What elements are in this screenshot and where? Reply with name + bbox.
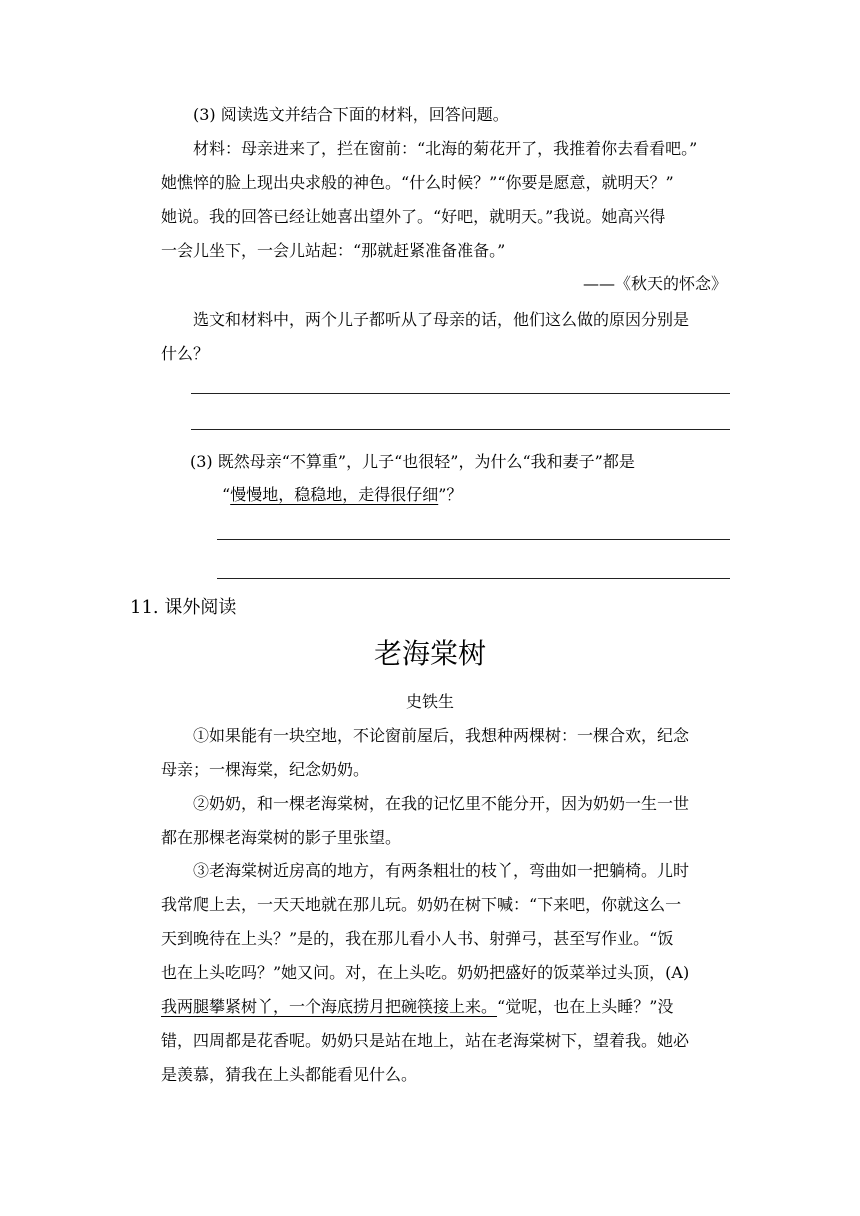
question-3-line-1: 选文和材料中，两个儿子都听从了母亲的话，他们这么做的原因分别是 — [193, 310, 690, 329]
paragraph-3-line-1: ③老海棠树近房高的地方，有两条粗壮的枝丫，弯曲如一把躺椅。儿时 — [193, 861, 690, 880]
material-line-2: 她憔悴的脸上现出央求般的神色。“什么时候？”“你要是愿意，就明天？” — [161, 173, 674, 192]
paragraph-3-line-7: 是羡慕，猜我在上头都能看见什么。 — [161, 1065, 418, 1084]
answer-line[interactable] — [217, 578, 730, 579]
paragraph-3-line-2: 我常爬上去，一天天地就在那儿玩。奶奶在树下喊：“下来吧，你就这么一 — [161, 895, 682, 914]
article-author: 史铁生 — [405, 692, 454, 711]
paragraph-3-line-3: 天到晚待在上头？”是的，我在那儿看小人书、射弹弓，甚至写作业。“饭 — [161, 929, 674, 948]
paragraph-1-line-2: 母亲；一棵海棠，纪念奶奶。 — [161, 760, 370, 779]
answer-line[interactable] — [191, 393, 730, 394]
paragraph-3-line-5 — [161, 996, 673, 1018]
underlined-sentence-a: 我两腿攀紧树丫，一个海底捞月把碗筷接上来。 — [161, 997, 498, 1016]
paragraph-3-line-5-tail: “觉呢，也在上头睡？”没 — [497, 997, 674, 1016]
quote-close: ”？ — [438, 485, 463, 504]
material-source: ——《秋天的怀念》 — [582, 274, 727, 293]
question-3b-line-2 — [222, 484, 462, 506]
paragraph-1-line-1: ①如果能有一块空地，不论窗前屋后，我想种两棵树：一棵合欢，纪念 — [193, 726, 690, 745]
material-line-4: 一会儿坐下，一会儿站起：“那就赶紧准备准备。” — [161, 241, 506, 260]
question-3b-line-1: (3) 既然母亲“不算重”，儿子“也很轻”，为什么“我和妻子”都是 — [190, 452, 635, 471]
paragraph-3-line-4: 也在上头吃吗？”她又问。对，在上头吃。奶奶把盛好的饭菜举过头顶，(A) — [161, 963, 690, 982]
material-line-3: 她说。我的回答已经让她喜出望外了。“好吧，就明天。”我说。她高兴得 — [161, 207, 666, 226]
quoted-phrase: 慢慢地，稳稳地，走得很仔细 — [230, 485, 439, 504]
answer-line[interactable] — [217, 539, 730, 540]
quote-open: “ — [222, 485, 231, 504]
section-heading: 11. 课外阅读 — [130, 597, 237, 618]
question-3-line-2: 什么？ — [161, 344, 210, 363]
material-line-1: 材料：母亲进来了，拦在窗前：“北海的菊花开了，我推着你去看看吧。” — [193, 139, 698, 158]
paragraph-2-line-1: ②奶奶，和一棵老海棠树，在我的记忆里不能分开，因为奶奶一生一世 — [193, 794, 690, 813]
article-title: 老海棠树 — [373, 637, 486, 670]
paragraph-3-line-6: 错，四周都是花香呢。奶奶只是站在地上，站在老海棠树下，望着我。她必 — [161, 1031, 690, 1050]
question-3-prompt: (3) 阅读选文并结合下面的材料，回答问题。 — [193, 105, 509, 124]
paragraph-2-line-2: 都在那棵老海棠树的影子里张望。 — [161, 828, 402, 847]
answer-line[interactable] — [191, 429, 730, 430]
